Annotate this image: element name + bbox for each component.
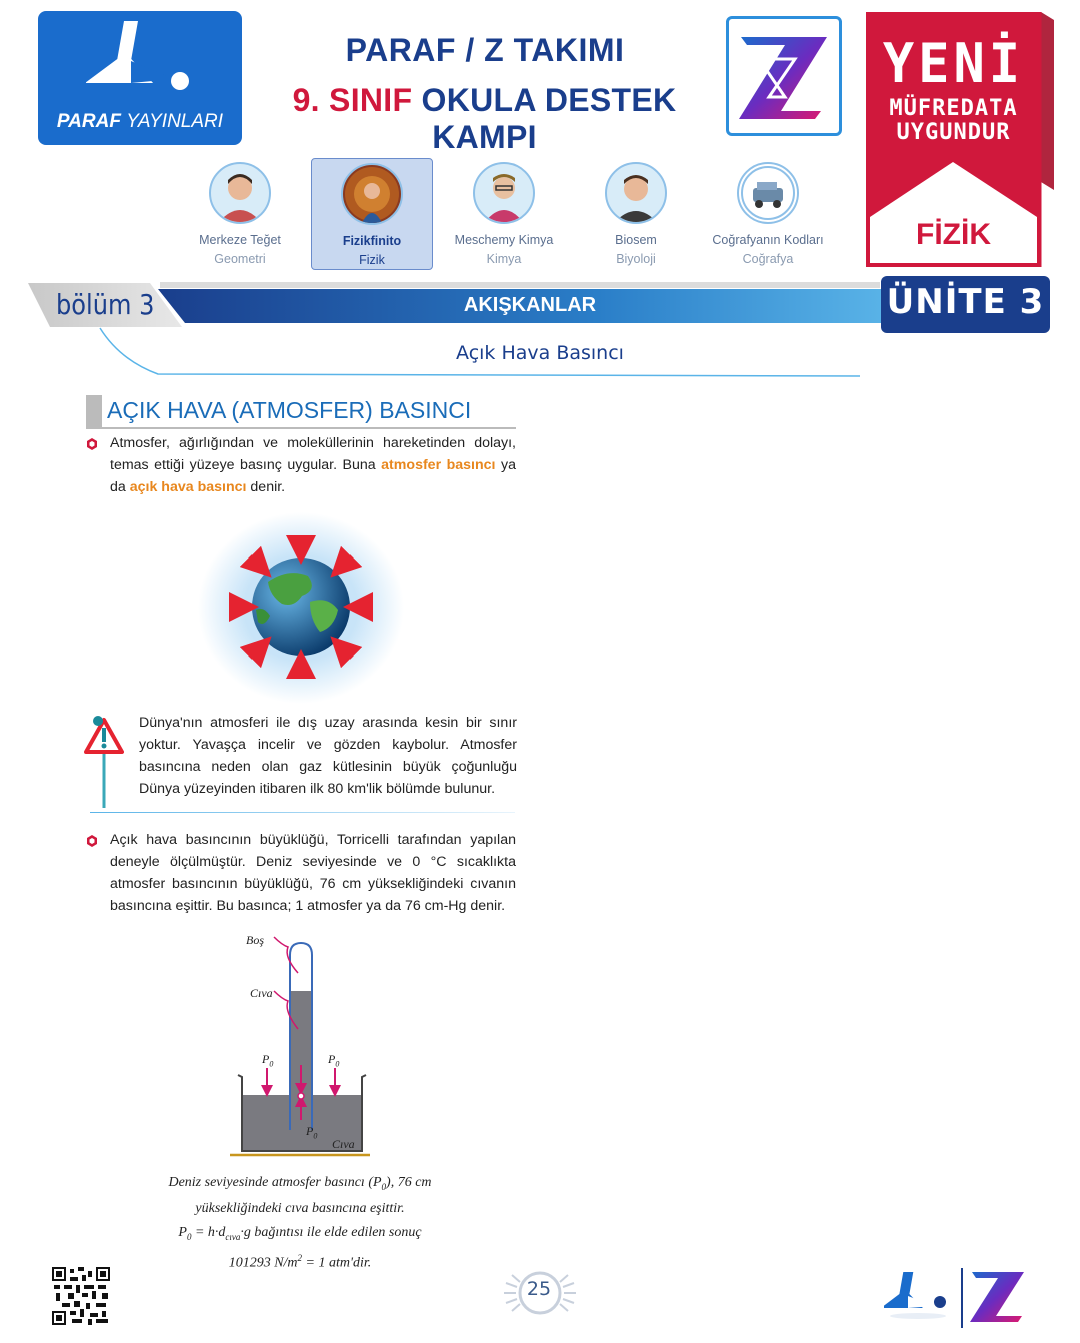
- paraf-footer-icon: [884, 1272, 946, 1319]
- teacher-avatar: [605, 162, 667, 224]
- paraf-logo-icon: [86, 21, 206, 106]
- label-mercury-top: Cıva: [250, 986, 273, 1000]
- z-logo-icon: [729, 19, 839, 133]
- subject-label: FİZİK: [916, 218, 991, 251]
- jeep-icon: [739, 164, 797, 222]
- page-subtitle: 9. SINIF OKULA DESTEK KAMPI: [292, 82, 677, 155]
- label-p0-inner: $P_0$: [306, 1124, 318, 1141]
- teacher-card-geometri[interactable]: Merkeze Teğet Geometri: [179, 158, 301, 270]
- figure-caption: Deniz seviyesinde atmosfer basıncı $(P_0)$, 76 cm yüksekliğindeki cıva basıncına eşittir.: [168, 1175, 432, 1216]
- teacher-card-cografya[interactable]: Coğrafyanın Kodları Coğrafya: [707, 158, 829, 270]
- teacher-card-kimya[interactable]: Meschemy Kimya Kimya: [443, 158, 565, 270]
- label-mercury-bottom: Cıva: [332, 1137, 355, 1151]
- page-number: 25: [526, 1278, 552, 1300]
- torricelli-figure: [230, 925, 380, 1160]
- bullet-icon: [86, 835, 98, 847]
- teacher-avatar: [341, 163, 403, 225]
- warning-note: Dünya'nın atmosferi ile dış uzay arasında kesin bir sınır yoktur. Yavaşça incelir ve gözden kaybolur. Atmosfer basıncına neden olan gaz kütlesinin büyük çoğunluğu Dünya yüzeyinden itibaren ilk 80 km'lik bölümde bulunur.: [139, 715, 517, 797]
- z-team-logo: [726, 16, 842, 136]
- lesson-subtitle: Açık Hava Basıncı: [456, 342, 624, 364]
- z-footer-icon: [970, 1272, 1024, 1322]
- label-empty: Boş: [246, 933, 264, 947]
- divider: [90, 812, 515, 813]
- qr-code-icon[interactable]: [52, 1267, 110, 1325]
- formula: $P_0 = h\cdot d_{cıva}\cdot g$ bağıntısı ile elde edilen sonuç 101293 $N/m^2 = 1$ atm'dir.: [178, 1225, 422, 1271]
- label-p0-right: $P_0$: [328, 1052, 340, 1069]
- unit-label: ÜNİTE 3: [886, 282, 1045, 322]
- warning-icon: [84, 714, 124, 810]
- publisher-logo: [38, 11, 242, 145]
- intro-paragraph: Atmosfer, ağırlığından ve moleküllerinin hareketinden dolayı, temas ettiği yüzeye basınç uygular. Buna atmosfer basıncı ya da açık hava basıncı denir.: [110, 435, 516, 495]
- footer-logos: [884, 1268, 1030, 1328]
- bullet-icon: [86, 438, 98, 450]
- teacher-avatar: [737, 162, 799, 224]
- teacher-card-biyoloji[interactable]: Biosem Biyoloji: [575, 158, 697, 270]
- label-p0-left: $P_0$: [262, 1052, 274, 1069]
- teacher-card-fizik[interactable]: Fizikfinito Fizik: [311, 158, 433, 270]
- page-title: PARAF / Z TAKIMI: [345, 32, 625, 68]
- section-heading: AÇIK HAVA (ATMOSFER) BASINCI: [86, 395, 516, 429]
- publisher-name: PARAF YAYINLARI: [56, 111, 224, 132]
- chapter-label: bölüm 3: [56, 288, 155, 321]
- torricelli-paragraph: Açık hava basıncının büyüklüğü, Torricelli tarafından yapılan deneyle ölçülmüştür. Deniz seviyesinde ve 0 °C sıcaklıkta atmosfer basıncının büyüklüğü, 76 cm yüksekliğindeki cıvanın basıncına eşittir. Bu basınca; 1 atmosfer ya da 76 cm-Hg denir.: [110, 832, 516, 914]
- topic-title: AKIŞKANLAR: [463, 294, 597, 316]
- teacher-avatar: [473, 162, 535, 224]
- curriculum-ribbon: YENİ MÜFREDATA UYGUNDUR FİZİK: [866, 12, 1056, 267]
- earth-pressure-figure: [198, 510, 404, 706]
- teacher-avatar: [209, 162, 271, 224]
